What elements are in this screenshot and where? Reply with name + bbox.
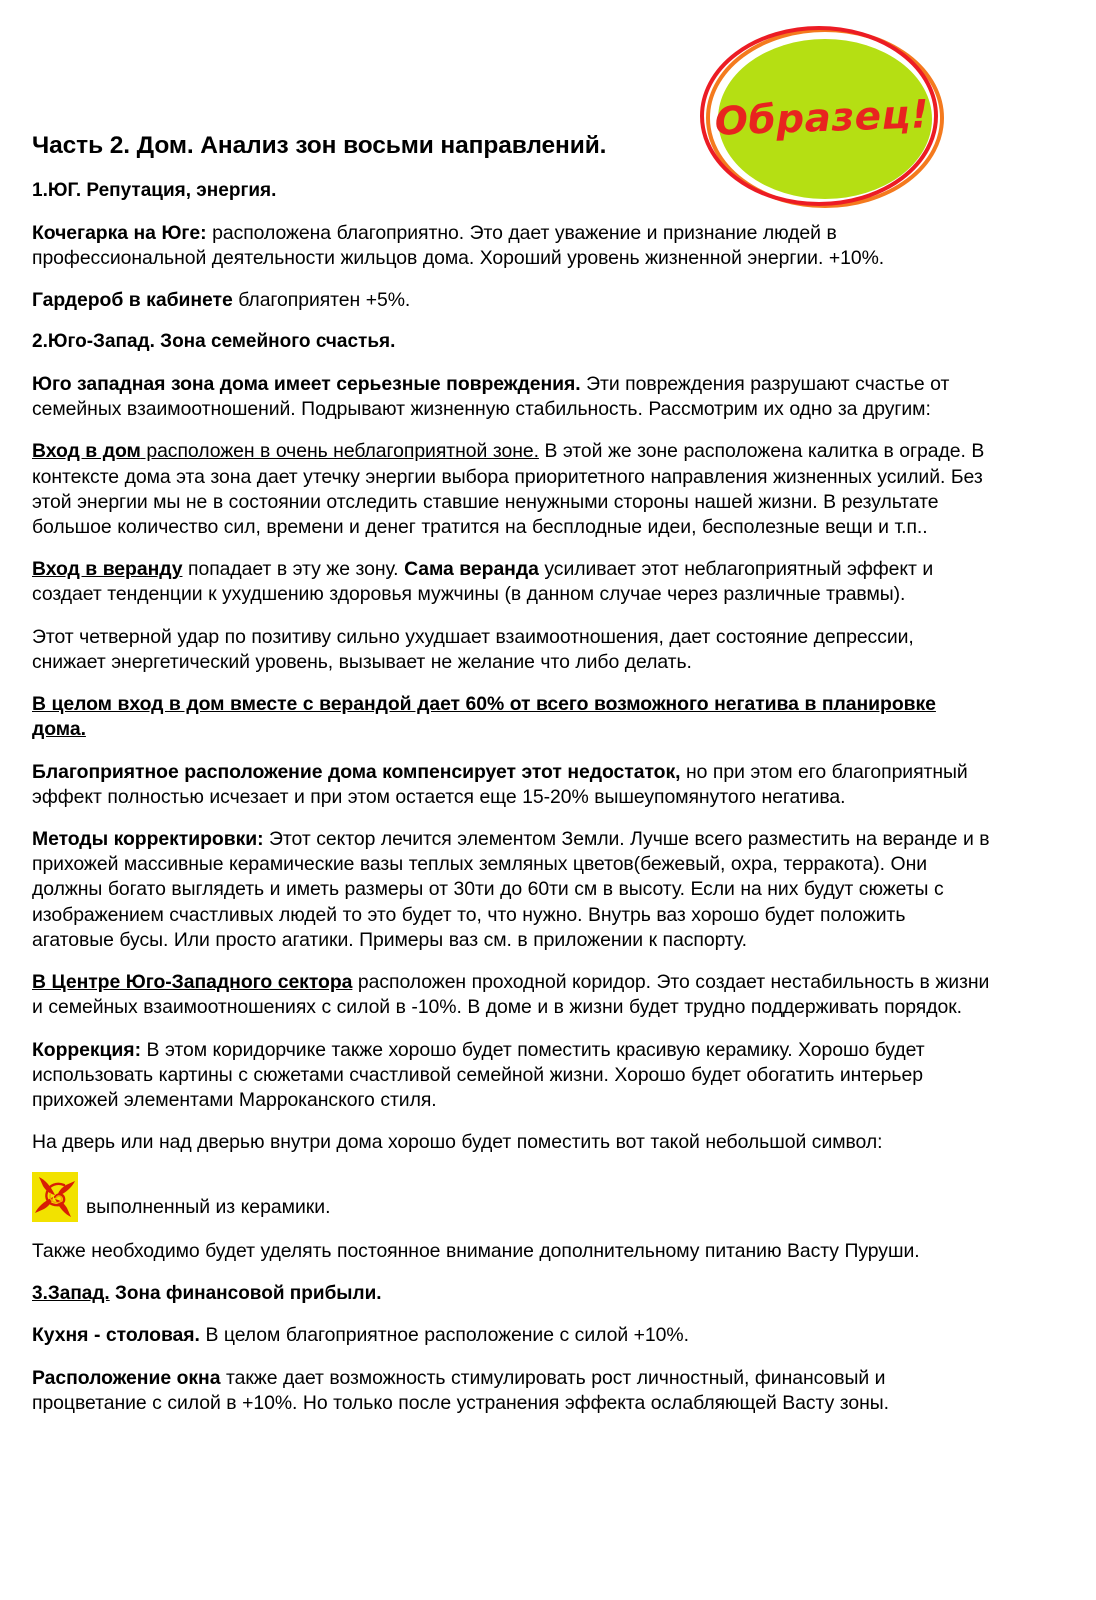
lead-boiler-room: Кочегарка на Юге:	[32, 221, 207, 244]
paragraph-correction	[32, 1038, 992, 1114]
document-body	[32, 132, 992, 1433]
lead-kitchen: Кухня - столовая.	[32, 1324, 200, 1347]
text-kitchen: В целом благоприятное расположение с силой +10%.	[199, 1324, 689, 1347]
text-correction: В этом коридорчике также хорошо будет поместить красивую керамику. Хорошо будет использовать картины с сюжетами счастливой семейной жизни. Хорошо будет обогатить интерьер прихожей элементами Марроканского стиля.	[32, 1038, 925, 1111]
paragraph-sw-damage	[32, 372, 992, 422]
text-veranda-entrance-b: усиливает этот неблагоприятный эффект и создает тенденции к ухудшению здоровья мужчины (в данном случае через различные травмы).	[32, 558, 934, 606]
paragraph-sw-center	[32, 970, 992, 1020]
paragraph-kitchen	[32, 1323, 992, 1348]
lead-correction: Коррекция:	[32, 1038, 141, 1061]
ceramic-symbol-line	[32, 1172, 992, 1222]
text-boiler-room: расположена благоприятно. Это дает уважение и признание людей в профессиональной деятельности жильцов дома. Хороший уровень жизненной энергии. +10%.	[32, 221, 885, 269]
lead-window: Расположение окна	[32, 1366, 221, 1389]
lead-house-entrance: Вход в дом	[32, 440, 141, 463]
paragraph-window	[32, 1366, 992, 1416]
text-wardrobe: благоприятен +5%.	[232, 289, 411, 312]
text-favourable-location: но при этом его благоприятный эффект полностью исчезает и при этом остается еще 15-20% вышеупомянутого негатива.	[32, 760, 968, 808]
mid-veranda-itself: Сама веранда	[404, 558, 539, 581]
section-heading-west	[32, 1282, 992, 1307]
paragraph-quadruple-blow: Этот четверной удар по позитиву сильно ухудшает взаимоотношения, дает состояние депрессии, снижает энергетический уровень, вызывает не желание что либо делать.	[32, 625, 914, 673]
page-title: Часть 2. Дом. Анализ зон восьми направлений.	[32, 132, 607, 159]
text-sw-damage: Эти повреждения разрушают счастье от семейных взаимоотношений. Подрывают жизненную стабильность. Рассмотрим их одно за другим:	[32, 372, 950, 421]
paragraph-veranda-entrance	[32, 557, 992, 607]
spiral-symbol-graphic	[32, 1172, 78, 1222]
section-heading-south: 1.ЮГ. Репутация, энергия.	[32, 179, 277, 201]
ceramic-symbol-caption: выполненный из керамики.	[86, 1196, 331, 1219]
text-house-entrance: В этой же зоне расположена калитка в ограде. В контексте дома эта зона дает утечку энергии выбора приоритетного направления жизненных усилий. Без этой энергии мы не в состоянии отследить ставшие ненужными стороны нашей жизни. В результате большое количество сил, времени и денег тратится на бесплодные идеи, бесполезные вещи и т.п..	[32, 440, 985, 539]
paragraph-correction-methods	[32, 827, 992, 953]
lead-sw-damage: Юго западная зона дома имеет серьезные повреждения.	[32, 372, 581, 395]
paragraph-favourable-location	[32, 760, 992, 810]
paragraph-boiler-room	[32, 221, 992, 271]
sample-stamp-label: Образец!	[714, 92, 930, 145]
lead-wardrobe: Гардероб в кабинете	[32, 289, 233, 312]
lead-house-entrance-cont: расположен в очень неблагоприятной зоне.	[140, 440, 539, 463]
text-total-negative: В целом вход в дом вместе с верандой дает 60% от всего возможного негатива в планировке дома.	[32, 693, 936, 741]
section-heading-west-label: 3.Запад.	[32, 1282, 110, 1304]
paragraph-vastu-purusha-feeding: Также необходимо будет уделять постоянное внимание дополнительному питанию Васту Пуруши.	[32, 1240, 920, 1263]
section-heading-west-rest: Зона финансовой прибыли.	[109, 1282, 382, 1304]
text-sw-center: расположен проходной коридор. Это создает нестабильность в жизни и семейных взаимоотношениях с силой в -10%. В доме и в жизни будет трудно поддерживать порядок.	[32, 971, 990, 1019]
lead-veranda-entrance: Вход в веранду	[32, 558, 183, 581]
paragraph-wardrobe	[32, 288, 992, 313]
lead-sw-center: В Центре Юго-Западного сектора	[32, 971, 353, 994]
paragraph-door-symbol-intro: На дверь или над дверью внутри дома хорошо будет поместить вот такой небольшой символ:	[32, 1131, 883, 1154]
spiral-symbol-icon	[32, 1172, 78, 1222]
text-window: также дает возможность стимулировать рост личностный, финансовый и процветание с силой в +10%. Но только после устранения эффекта ослабляющей Васту зоны.	[32, 1366, 890, 1414]
section-heading-southwest: 2.Юго-Запад. Зона семейного счастья.	[32, 331, 396, 353]
lead-favourable-location: Благоприятное расположение дома компенсирует этот недостаток,	[32, 760, 681, 783]
lead-correction-methods: Методы корректировки:	[32, 828, 264, 850]
text-veranda-entrance-a: попадает в эту же зону.	[182, 558, 405, 581]
paragraph-total-negative	[32, 692, 992, 742]
text-correction-methods: Этот сектор лечится элементом Земли. Лучше всего разместить на веранде и в прихожей массивные керамические вазы теплых земляных цветов(бежевый, охра, терракота). Они должны богато выглядеть и иметь размеры от 30ти до 60ти см в высоту. Если на них будут сюжеты с изображением счастливых людей то это будет то, что нужно. Внутрь ваз хорошо будет положить агатовые бусы. Или просто агатики. Примеры ваз см. в приложении к паспорту.	[32, 828, 990, 951]
sample-stamp	[697, 26, 947, 211]
sample-stamp-graphic	[697, 26, 947, 211]
paragraph-house-entrance	[32, 439, 992, 540]
